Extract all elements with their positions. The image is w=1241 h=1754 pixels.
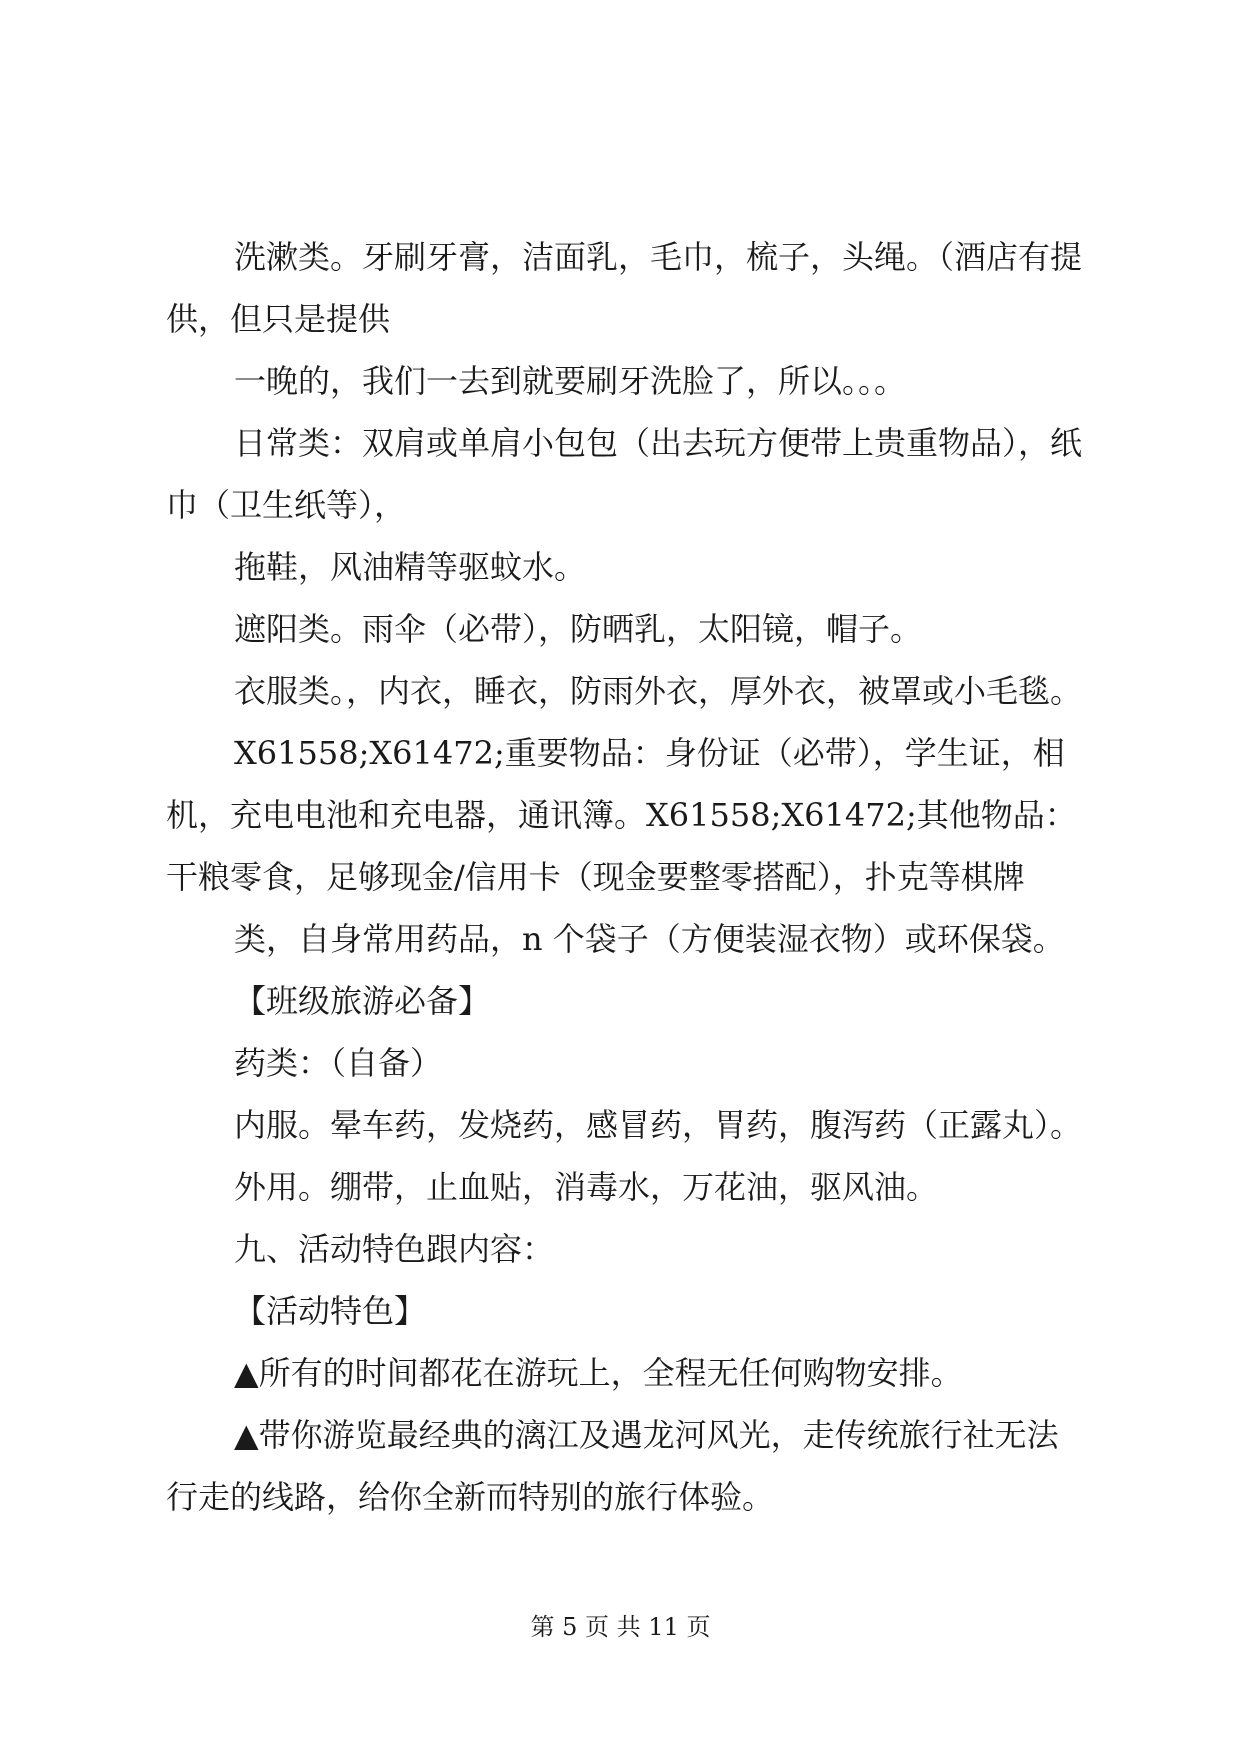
paragraph-external-medicine: 外用。绷带，止血贴，消毒水，万花油，驱风油。 bbox=[234, 1168, 939, 1206]
paragraph-sunshade: 遮阳类。雨伞（必带），防晒乳，太阳镜，帽子。 bbox=[234, 610, 923, 648]
section-heading-class-trip: 【班级旅游必备】 bbox=[234, 982, 491, 1020]
document-body bbox=[166, 226, 1086, 1528]
paragraph-feature-2: ▲带你游览最经典的漓江及遇龙河风光，走传统旅行社无法行走的线路，给你全新而特别的旅行体验。 bbox=[166, 1416, 1059, 1516]
paragraph-daily: 日常类：双肩或单肩小包包（出去玩方便带上贵重物品），纸巾（卫生纸等）， bbox=[166, 424, 1083, 524]
paragraph-medicine: 药类：（自备） bbox=[234, 1044, 443, 1082]
paragraph-clothing: 衣服类。，内衣，睡衣，防雨外衣，厚外衣，被罩或小毛毯。 bbox=[234, 672, 1083, 710]
paragraph-other-items-cont: 类，自身常用药品，n 个袋子（方便装湿衣物）或环保袋。 bbox=[234, 920, 1065, 958]
section-heading-features: 【活动特色】 bbox=[234, 1292, 427, 1330]
paragraph-feature-1: ▲所有的时间都花在游玩上，全程无任何购物安排。 bbox=[234, 1354, 963, 1392]
page-number-footer: 第 5 页 共 11 页 bbox=[530, 1613, 711, 1641]
paragraph-daily-cont: 拖鞋，风油精等驱蚊水。 bbox=[234, 548, 587, 586]
paragraph-toiletries: 洗漱类。牙刷牙膏，洁面乳，毛巾，梳子，头绳。（酒店有提供，但只是提供 bbox=[166, 238, 1083, 338]
paragraph-important-items: X61558;X61472;重要物品：身份证（必带），学生证，相机，充电电池和充电器，通讯簿。X61558;X61472;其他物品：干粮零食，足够现金/信用卡（现金要整零搭配），扑克等棋牌 bbox=[166, 734, 1077, 896]
paragraph-toiletries-cont: 一晚的，我们一去到就要刷牙洗脸了，所以。。。 bbox=[234, 362, 907, 400]
paragraph-internal-medicine: 内服。晕车药，发烧药，感冒药，胃药，腹泻药（正露丸）。 bbox=[234, 1106, 1083, 1144]
section-heading-activity: 九、活动特色跟内容： bbox=[234, 1230, 555, 1268]
